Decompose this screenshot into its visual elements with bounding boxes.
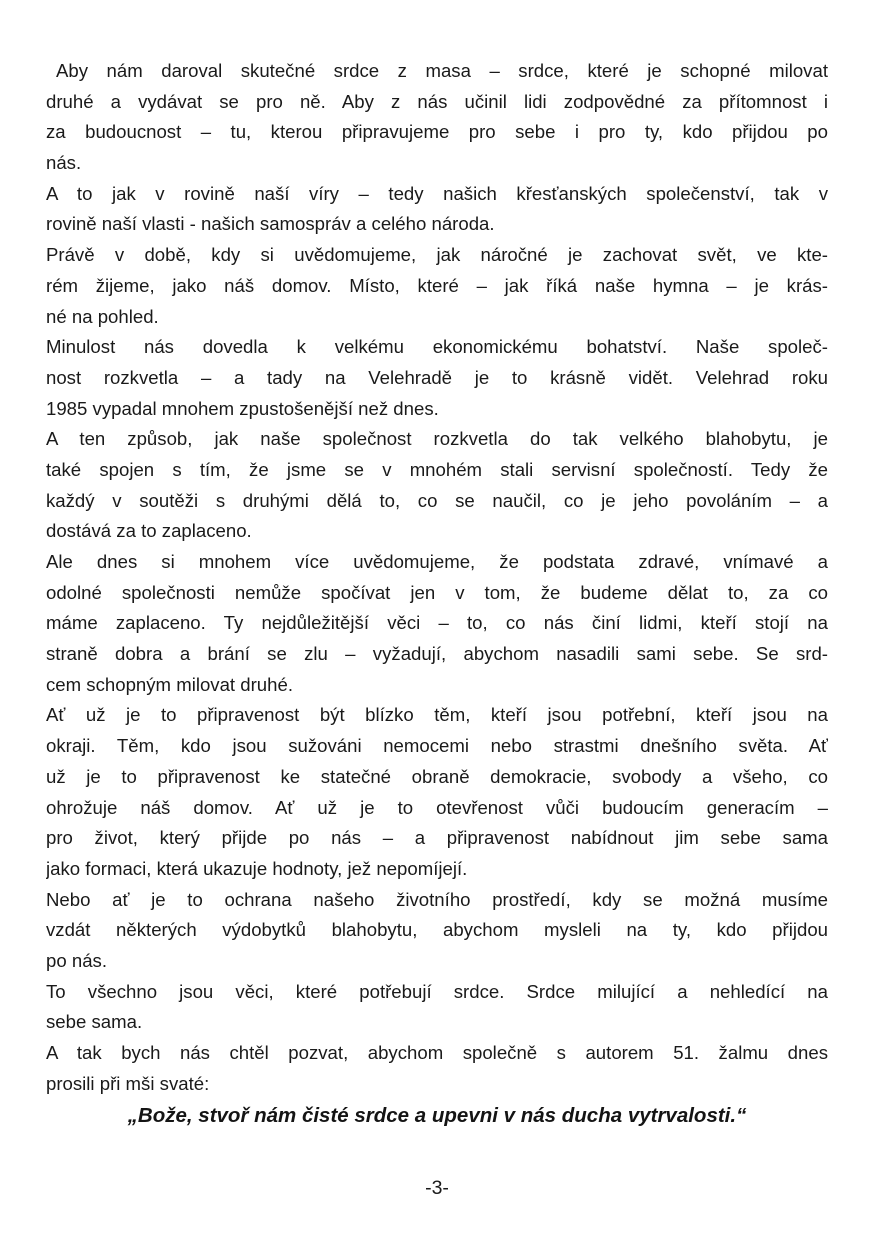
paragraph	[46, 240, 828, 332]
text-line: Aby nám daroval skutečné srdce z masa – srdce, které je schopné milovat	[56, 60, 828, 81]
text-line: po nás.	[46, 949, 107, 971]
text-line: A ten způsob, jak naše společnost rozkvetla do tak velkého blahobytu, je	[46, 428, 828, 450]
text-line: jako formaci, která ukazuje hodnoty, jež nepomíjejí.	[46, 857, 468, 879]
text-line: druhé a vydávat se pro ně. Aby z nás učinil lidi zodpovědné za přítomnost i	[46, 90, 828, 112]
text-line: také spojen s tím, že jsme se v mnohém stali servisní společností. Tedy že	[46, 458, 828, 480]
text-line: každý v soutěži s druhými dělá to, co se naučil, co je jeho povoláním – a	[46, 489, 828, 511]
text-line: prosili při mši svaté:	[46, 1072, 210, 1094]
text-line: A tak bych nás chtěl pozvat, abychom společně s autorem 51. žalmu dnes	[46, 1042, 828, 1063]
text-line: rovině naší vlasti - našich samospráv a celého národa.	[46, 213, 495, 235]
text-line: Ať už je to připravenost být blízko těm, kteří jsou potřební, kteří jsou na	[46, 704, 828, 726]
text-line: Minulost nás dovedla k velkému ekonomickému bohatství. Naše společ-	[46, 336, 828, 358]
text-line: Ale dnes si mnohem více uvědomujeme, že podstata zdravé, vnímavé a	[46, 551, 828, 572]
text-line: A to jak v rovině naší víry – tedy našich křesťanských společenství, tak v	[46, 182, 828, 204]
text-line: ohrožuje náš domov. Ať už je to otevřenost vůči budoucím generacím –	[46, 796, 828, 818]
text-line: za budoucnost – tu, kterou připravujeme pro sebe i pro ty, kdo přijdou po	[46, 121, 828, 143]
text-line: pro život, který přijde po nás – a připravenost nabídnout jim sebe sama	[46, 827, 828, 849]
paragraph	[46, 332, 828, 424]
text-line: 1985 vypadal mnohem zpustošenější než dnes.	[46, 397, 439, 419]
text-line: dostává za to zaplaceno.	[46, 520, 252, 542]
page-number: -3-	[425, 1177, 449, 1199]
text-line: sebe sama.	[46, 1011, 143, 1033]
text-line: odolné společnosti nemůže spočívat jen v tom, že budeme dělat to, za co	[46, 581, 828, 603]
text-line: straně dobra a brání se zlu – vyžadují, abychom nasadili sami sebe. Se srd-	[46, 643, 828, 665]
text-line: Právě v době, kdy si uvědomujeme, jak náročné je zachovat svět, ve kte-	[46, 244, 828, 266]
text-line: vzdát některých výdobytků blahobytu, abychom mysleli na ty, kdo přijdou	[46, 919, 828, 941]
text-line: cem schopným milovat druhé.	[46, 673, 293, 695]
paragraph	[46, 1038, 828, 1099]
text-line: rém žijeme, jako náš domov. Místo, které – jak říká naše hymna – je krás-	[46, 274, 828, 296]
text-line: okraji. Těm, kdo jsou sužováni nemocemi nebo strastmi dnešního světa. Ať	[46, 735, 828, 757]
paragraph	[46, 424, 828, 547]
paragraph	[46, 56, 828, 179]
text-line: né na pohled.	[46, 305, 159, 327]
text-line: nás.	[46, 152, 82, 174]
text-line: už je to připravenost ke statečné obraně demokracie, svobody a všeho, co	[46, 765, 828, 787]
paragraph	[46, 547, 828, 700]
text-line: máme zaplaceno. Ty nejdůležitější věci – to, co nás činí lidmi, kteří stojí na	[46, 612, 828, 634]
paragraph	[46, 179, 828, 240]
text-line: nost rozkvetla – a tady na Velehradě je to krásně vidět. Velehrad roku	[46, 366, 828, 388]
closing-quote: „Bože, stvoř nám čisté srdce a upevni v nás ducha vytrvalosti.“	[127, 1104, 747, 1127]
text-line: To všechno jsou věci, které potřebují srdce. Srdce milující a nehledící na	[46, 980, 828, 1002]
paragraph	[46, 977, 828, 1038]
text-line: Nebo ať je to ochrana našeho životního prostředí, kdy se možná musíme	[46, 888, 828, 910]
paragraph	[46, 885, 828, 977]
text-body	[46, 56, 828, 1099]
paragraph	[46, 700, 828, 884]
